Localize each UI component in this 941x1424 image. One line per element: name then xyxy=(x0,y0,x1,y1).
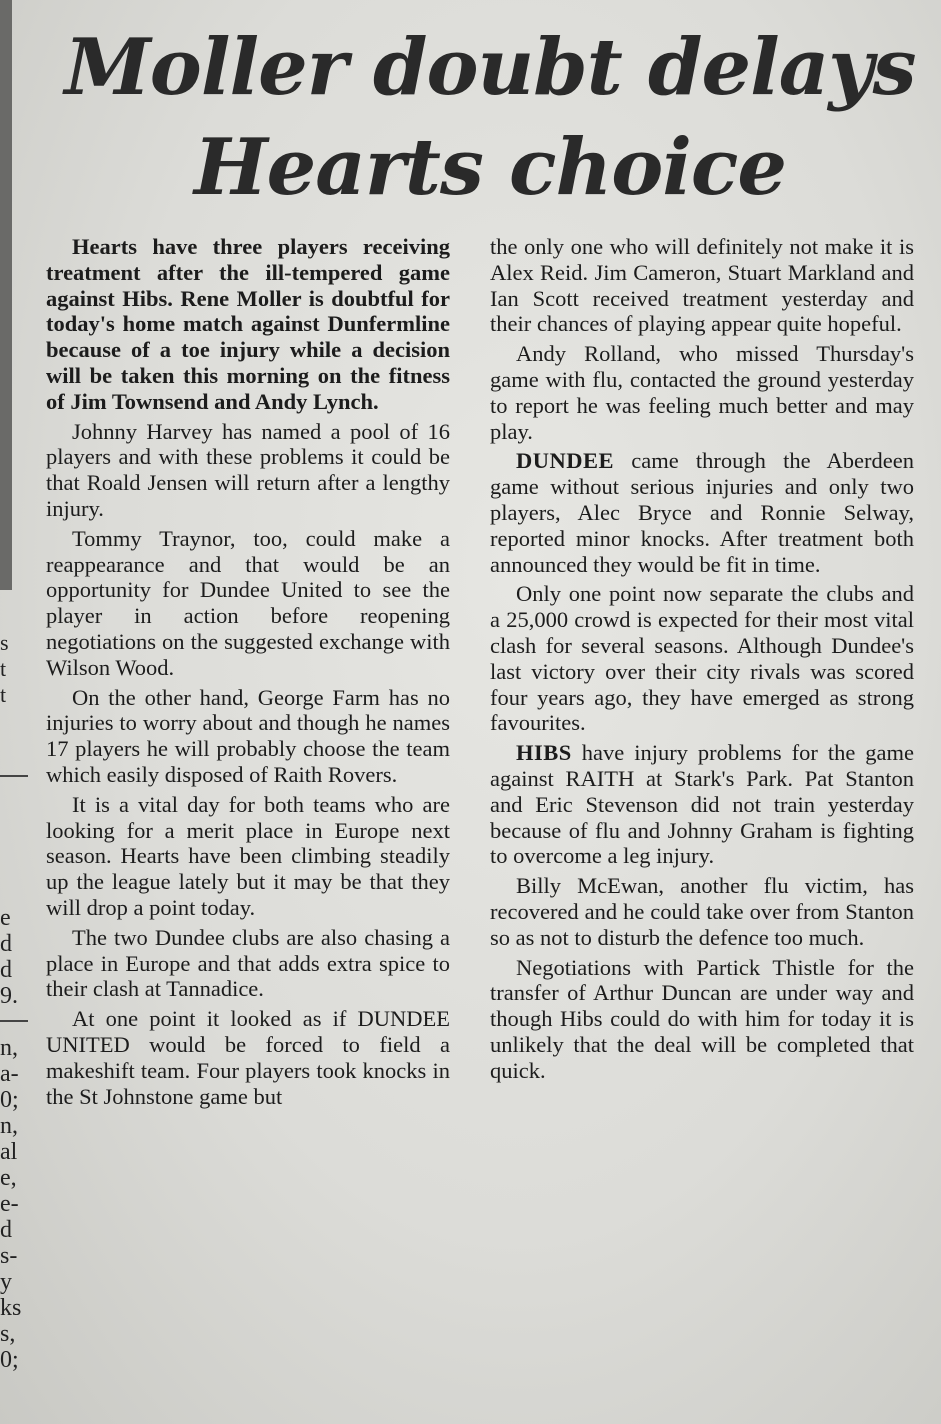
adjacent-column-rule xyxy=(0,0,12,590)
adjacent-column-fragment: e d d 9. n, a- 0; n, al e, e- d s- y ks s, 0; xyxy=(0,905,22,1373)
article-paragraph: Tommy Traynor, too, could make a reappearance and that would be an opportunity for Dundee United to see the player in action before reopening negotiations on the suggested exchange with Wilson Wood. xyxy=(46,525,450,680)
article-column-left xyxy=(46,234,450,1113)
article-paragraph: At one point it looked as if DUNDEE UNITED would be forced to field a makeshift team. Four players took knocks in the St Johnstone game but xyxy=(46,1006,450,1109)
run-in-heading: HIBS xyxy=(516,740,572,766)
article-paragraph xyxy=(490,448,914,577)
paragraph-text: have injury problems for the game against RAITH at Stark's Park. Pat Stanton and Eric Stevenson did not train yesterday because of flu and Johnny Graham is fighting to overcome a leg injury. xyxy=(490,740,914,869)
paragraph-text: came through the Aberdeen game without serious injuries and only two players, Alec Bryce and Ronnie Selway, reported minor knocks. After treatment both announced they would be fit in time. xyxy=(490,448,914,577)
adjacent-column-fragment: s t t xyxy=(0,630,9,707)
article-paragraph: Hearts have three players receiving treatment after the ill-tempered game against Hibs. Rene Moller is doubtful for today's home match against Dunfermline because of a toe injury while a decision will be taken this morning on the fitness of Jim Townsend and Andy Lynch. xyxy=(46,234,450,414)
article-paragraph: Only one point now separate the clubs and a 25,000 crowd is expected for their most vital clash for several seasons. Although Dundee's last victory over their city rivals was scored four years ago, they have emerged as strong favourites. xyxy=(490,581,914,736)
article-column-right xyxy=(490,234,914,1088)
article-paragraph: the only one who will definitely not make it is Alex Reid. Jim Cameron, Stuart Markland and Ian Scott received treatment yesterday and their chances of playing appear quite hopeful. xyxy=(490,234,914,337)
article-paragraph: On the other hand, George Farm has no injuries to worry about and though he names 17 players he will probably choose the team which easily disposed of Raith Rovers. xyxy=(46,684,450,787)
adjacent-column-divider xyxy=(0,775,28,777)
article-paragraph: Billy McEwan, another flu victim, has recovered and he could take over from Stanton so as not to disturb the defence too much. xyxy=(490,873,914,950)
article-paragraph: The two Dundee clubs are also chasing a place in Europe and that adds extra spice to their clash at Tannadice. xyxy=(46,924,450,1002)
headline-line-1: Moller doubt delays xyxy=(64,22,916,113)
article-paragraph: Andy Rolland, who missed Thursday's game with flu, contacted the ground yesterday to report he was feeling much better and may play. xyxy=(490,341,914,444)
article-paragraph: It is a vital day for both teams who are looking for a merit place in Europe next season. Hearts have been climbing steadily up the league lately but it may be that they will drop a point today. xyxy=(46,791,450,920)
article-paragraph: Johnny Harvey has named a pool of 16 players and with these problems it could be that Roald Jensen will return after a lengthy injury. xyxy=(46,418,450,521)
article-paragraph xyxy=(490,740,914,869)
headline xyxy=(60,18,920,218)
headline-line-2: Hearts choice xyxy=(193,122,787,213)
article-paragraph: Negotiations with Partick Thistle for the transfer of Arthur Duncan are under way and though Hibs could do with him for today it is unlikely that the deal will be completed that quick. xyxy=(490,954,914,1083)
run-in-heading: DUNDEE xyxy=(516,448,615,474)
